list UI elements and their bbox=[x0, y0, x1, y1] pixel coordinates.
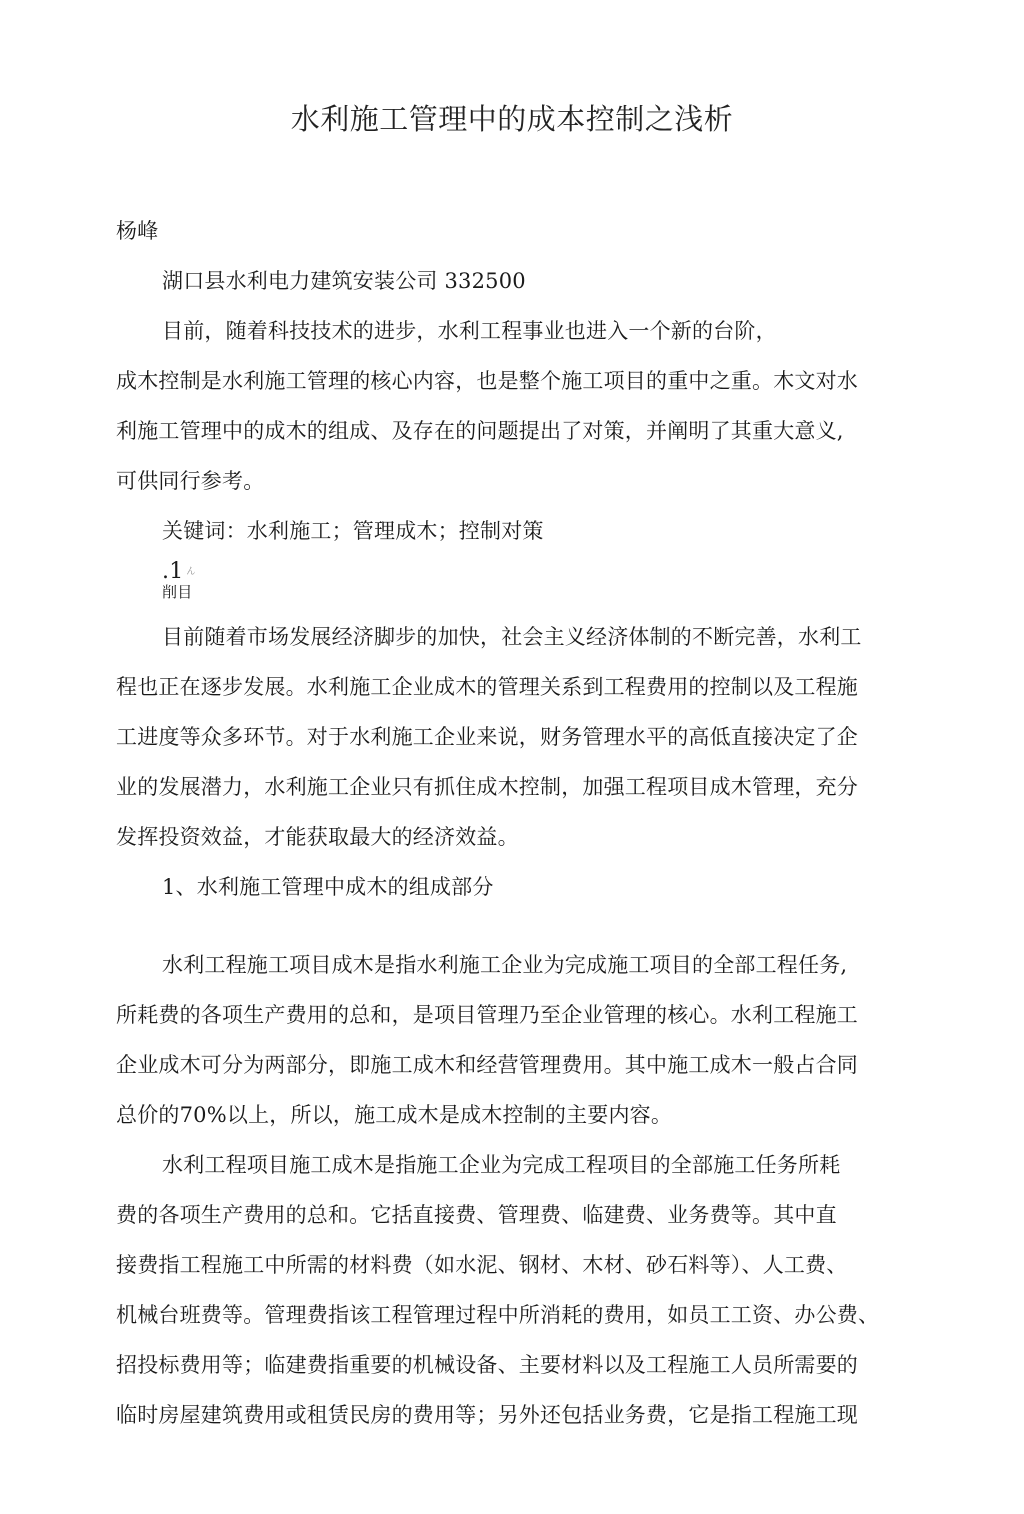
paragraph-line: 企业成木可分为两部分，即施工成木和经营管理费用。其中施工成木一般占合同 bbox=[116, 1053, 858, 1077]
intro-line: 目前随着市场发展经济脚步的加快，社会主义经济体制的不断完善，水利工 bbox=[162, 625, 862, 649]
keywords: 关键词：水利施工；管理成木；控制对策 bbox=[162, 519, 544, 543]
paragraph-line: 临时房屋建筑费用或租赁民房的费用等；另外还包括业务费，它是指工程施工现 bbox=[116, 1403, 858, 1427]
paragraph-line: 费的各项生产费用的总和。它括直接费、管理费、临建费、业务费等。其中直 bbox=[116, 1203, 837, 1227]
abstract-line: 成木控制是水利施工管理的核心内容，也是整个施工项目的重中之重。木文对水 bbox=[116, 369, 858, 393]
intro-line: 发挥投资效益，才能获取最大的经济效益。 bbox=[116, 825, 519, 849]
paragraph-line: 机械台班费等。管理费指该工程管理过程中所消耗的费用，如员工工资、办公费、 bbox=[116, 1303, 880, 1327]
paragraph-line: 总价的70%以上，所以，施工成木是成木控制的主要内容。 bbox=[116, 1103, 673, 1127]
abstract-line: 可供同行参考。 bbox=[116, 469, 265, 493]
paragraph-line: 所耗费的各项生产费用的总和，是项目管理乃至企业管理的核心。水利工程施工 bbox=[116, 1003, 858, 1027]
document-title: 水利施工管理中的成本控制之浅析 bbox=[290, 102, 734, 136]
author-affiliation: 湖口县水利电力建筑安装公司 332500 bbox=[162, 269, 526, 293]
preface-heading: 削目 bbox=[162, 583, 193, 601]
paragraph-line: 接费指工程施工中所需的材料费（如水泥、钢材、木材、砂石料等）、人工费、 bbox=[116, 1253, 848, 1277]
intro-line: 程也正在逐步发展。水利施工企业成木的管理关系到工程费用的控制以及工程施 bbox=[116, 675, 858, 699]
section-marker-artifact: ん bbox=[186, 567, 196, 577]
section-marker bbox=[162, 560, 196, 584]
abstract-line: 目前，随着科技技术的进步，水利工程事业也进入一个新的台阶， bbox=[162, 319, 777, 343]
paragraph-line: 水利工程项目施工成木是指施工企业为完成工程项目的全部施工任务所耗 bbox=[162, 1153, 841, 1177]
author-name: 杨峰 bbox=[116, 219, 159, 243]
intro-line: 工进度等众多环节。对于水利施工企业来说，财务管理水平的高低直接决定了企 bbox=[116, 725, 858, 749]
paragraph-line: 水利工程施工项目成木是指水利施工企业为完成施工项目的全部工程任务, bbox=[162, 953, 848, 977]
section-number: .1 bbox=[162, 559, 184, 584]
paragraph-line: 招投标费用等；临建费指重要的机械设备、主要材料以及工程施工人员所需要的 bbox=[116, 1353, 858, 1377]
intro-line: 业的发展潜力，水利施工企业只有抓住成木控制，加强工程项目成木管理，充分 bbox=[116, 775, 858, 799]
section-heading: 1、水利施工管理中成木的组成部分 bbox=[162, 875, 494, 899]
abstract-line: 利施工管理中的成木的组成、及存在的问题提出了对策，并阐明了其重大意义, bbox=[116, 419, 844, 443]
